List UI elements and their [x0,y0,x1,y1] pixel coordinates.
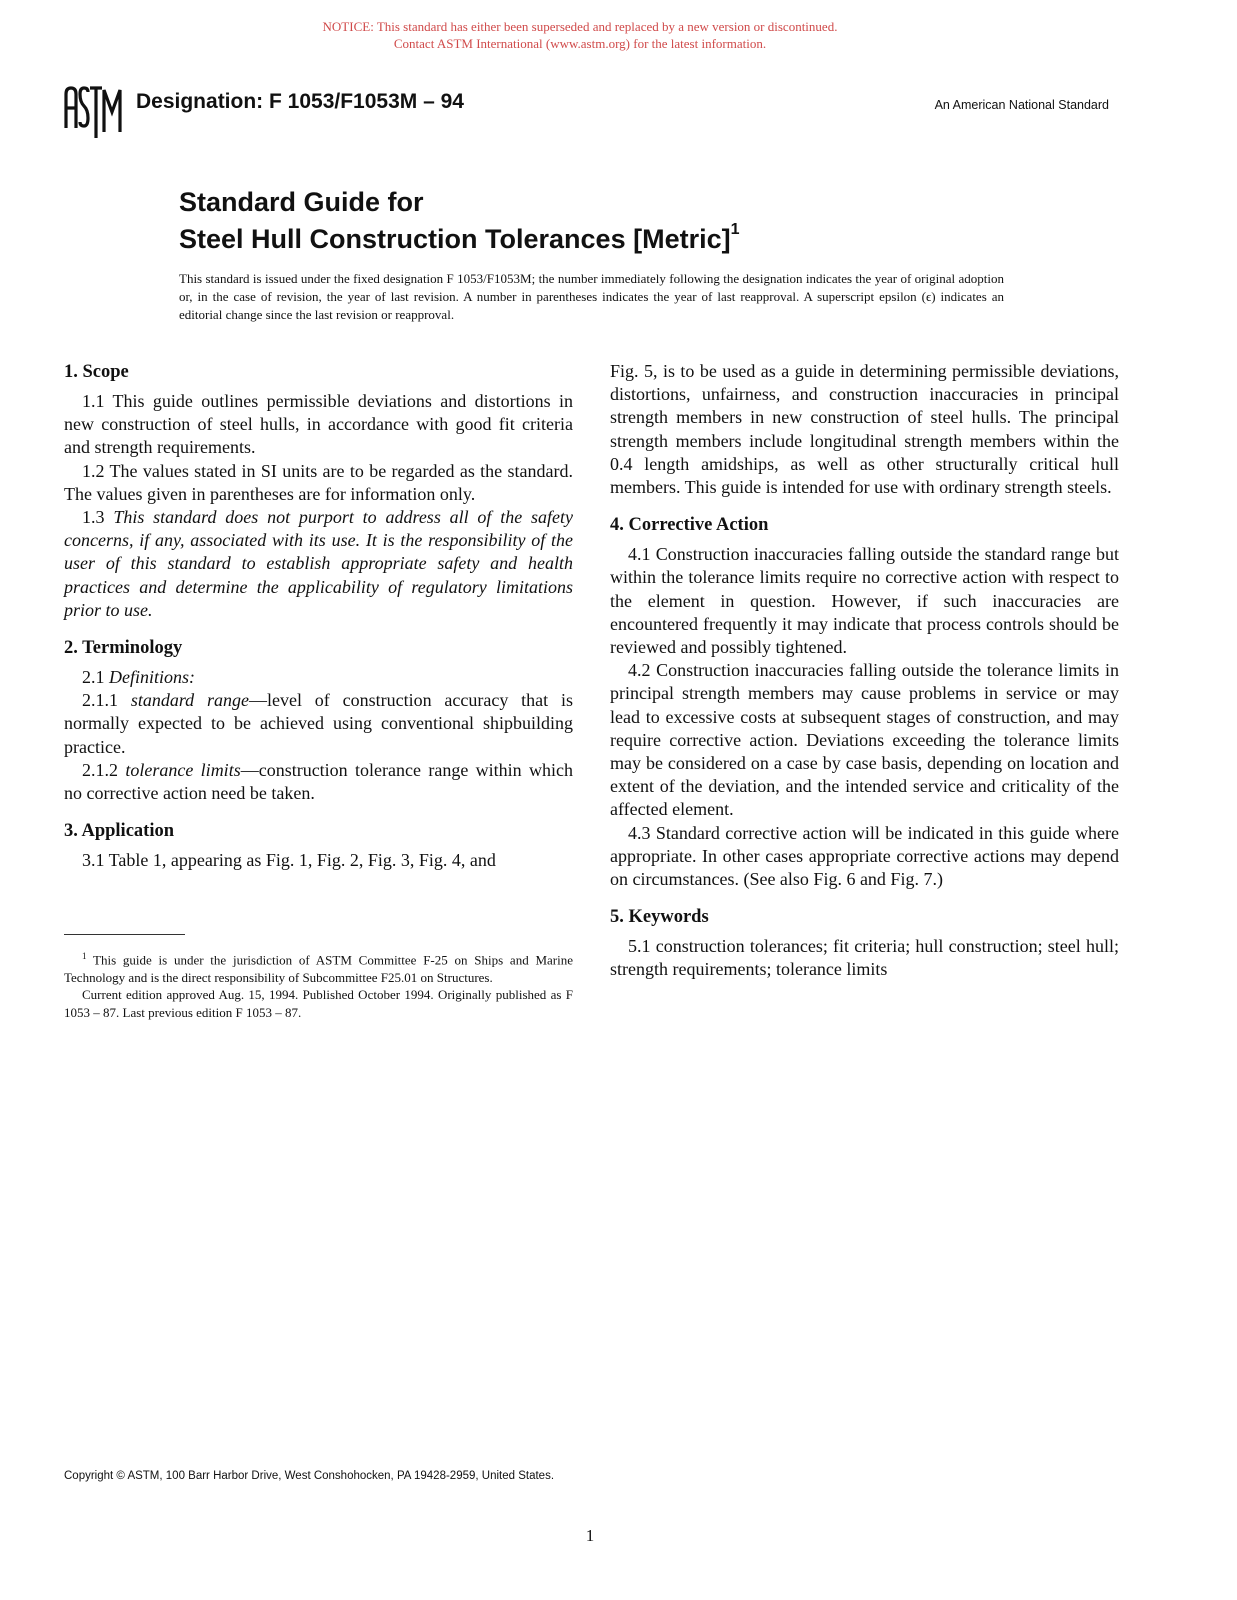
right-column [610,360,1119,982]
designation: Designation: F 1053/F1053M – 94 [136,90,464,113]
terminology-2-1-1-number: 2.1.1 [82,690,131,711]
keywords-5-1: 5.1 construction tolerances; fit criteria; hull construction; steel hull; strength requirements; tolerance limits [610,936,1119,980]
footnote [64,948,573,1021]
scope-1-3 [64,506,573,622]
application-3-1-start: 3.1 Table 1, appearing as Fig. 1, Fig. 2, Fig. 3, Fig. 4, and [82,850,496,871]
document-title [179,186,740,255]
scope-1-3-number: 1.3 [82,507,114,528]
terminology-2-1 [64,666,573,689]
section-heading-application: 3. Application [64,821,174,842]
title-line-2 [179,218,740,255]
terminology-2-1-1 [64,689,573,759]
page-number: 1 [585,1526,595,1545]
footnote-1-text: This guide is under the jurisdiction of ASTM Committee F-25 on Ships and Marine Technology and is the direct responsibility of Subcommittee F25.01 on Structures. [64,952,573,985]
scope-1-1: 1.1 This guide outlines permissible deviations and distortions in new construction of steel hulls, in accordance with good fit criteria and strength requirements. [64,391,573,458]
title-line-1: Standard Guide for [179,187,424,217]
terminology-2-1-1-text: —level of construction accuracy that is normally expected to be achieved using conventional shipbuilding practice. [64,690,573,757]
scope-1-2: 1.2 The values stated in SI units are to be regarded as the standard. The values given in parentheses are for information only. [64,460,573,504]
corrective-4-2: 4.2 Construction inaccuracies falling outside the tolerance limits in principal strength members may cause problems in service or may lead to excessive costs at subsequent stages of construction, and may require corrective action. Deviations exceeding the tolerance limits may be considered on a case by case basis, depending on location and extent of the deviation, and the intended service and criticality of the affected element. [610,660,1119,820]
terminology-2-1-2-number: 2.1.2 [82,759,126,780]
terminology-2-1-label: Definitions: [109,667,195,688]
footnote-divider [64,934,185,935]
title-footnote-mark[interactable]: 1 [730,221,740,238]
footnote-mark: 1 [82,951,87,961]
section-heading-corrective-action: 4. Corrective Action [610,515,769,536]
national-standard-label: An American National Standard [934,98,1109,112]
notice-line-2: Contact ASTM International (www.astm.org) for the latest information. [393,36,767,51]
scope-1-3-text: This standard does not purport to address all of the safety concerns, if any, associated with its use. It is the responsibility of the user of this standard to establish appropriate safety and health practices and determine the applicability of regulatory limitations prior to use. [64,507,574,620]
application-3-1-continued: Fig. 5, is to be used as a guide in determining permissible deviations, distortions, unfairness, and construction inaccuracies in principal strength members in new construction of steel hulls. The principal strength members include longitudinal strength members within the 0.4 length amidships, as well as other structurally critical hull members. This guide is intended for use with ordinary strength steels. [610,361,1119,498]
footnote-edition: Current edition approved Aug. 15, 1994. Published October 1994. Originally published as F 1053 – 87. Last previous edition F 1053 – 87. [64,987,573,1020]
intro-paragraph: This standard is issued under the fixed designation F 1053/F1053M; the number immediately following the designation indicates the year of original adoption or, in the case of revision, the year of last revision. A number in parentheses indicates the year of last reapproval. A superscript epsilon (ϵ) indicates an editorial change since the last revision or reapproval. [179,271,1004,322]
astm-logo-icon [62,84,124,142]
section-heading-scope: 1. Scope [64,362,129,382]
copyright: Copyright © ASTM, 100 Barr Harbor Drive, West Conshohocken, PA 19428-2959, United States. [64,1470,555,1482]
terminology-2-1-1-term: standard range [130,690,249,711]
notice-line-1: NOTICE: This standard has either been superseded and replaced by a new version or discontinued. [322,19,838,34]
terminology-2-1-2 [64,759,573,805]
corrective-4-3: 4.3 Standard corrective action will be indicated in this guide where appropriate. In other cases appropriate corrective actions may depend on circumstances. (See also Fig. 6 and Fig. 7.) [610,822,1119,890]
left-column [64,360,573,872]
terminology-2-1-number: 2.1 [82,667,109,688]
corrective-4-1: 4.1 Construction inaccuracies falling outside the standard range but within the tolerance limits require no corrective action with respect to the element in question. However, if such inaccuracies are encountered frequently it may indicate that process controls should be reviewed and possibly tightened. [610,544,1119,658]
notice-banner [0,18,1160,52]
terminology-2-1-2-term: tolerance limits [125,759,241,780]
footnote-1 [64,948,573,986]
section-heading-terminology: 2. Terminology [64,638,183,659]
section-heading-keywords: 5. Keywords [610,907,709,928]
title-line-2-text: Steel Hull Construction Tolerances [Metric] [179,224,731,254]
terminology-2-1-2-text: —construction tolerance range within which no corrective action need be taken. [64,759,574,804]
